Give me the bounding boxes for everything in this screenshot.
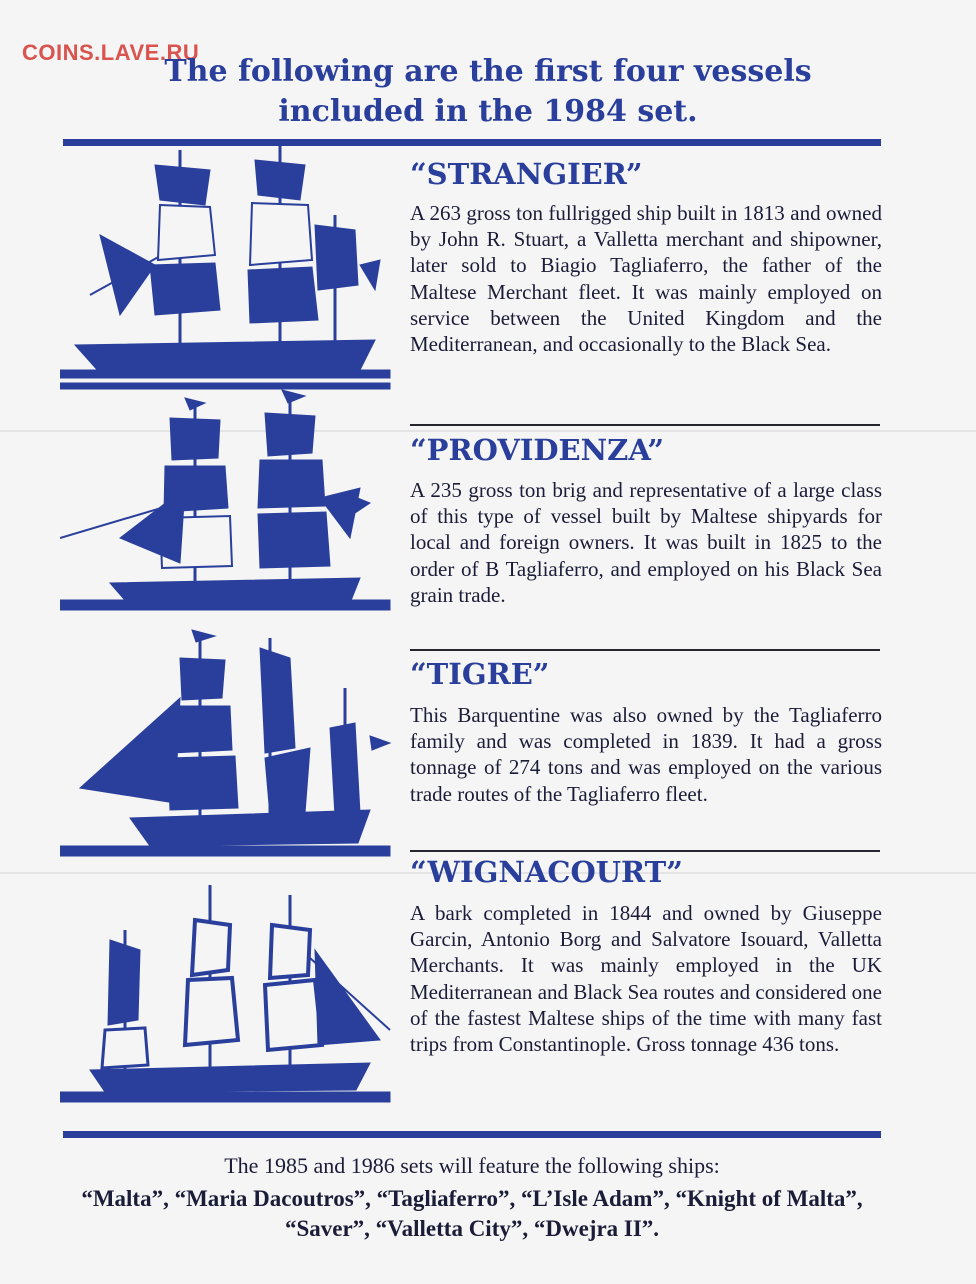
footer-intro: The 1985 and 1986 sets will feature the following ships: — [224, 1153, 720, 1178]
ship-illustration-strangier — [60, 145, 400, 395]
ship-title-wignacourt: “WIGNACOURT” — [410, 855, 683, 889]
divider — [410, 850, 880, 852]
heading-line-2: included in the 1984 set. — [278, 94, 698, 129]
ship-description-strangier: A 263 gross ton fullrigged ship built in 1813 and owned by John R. Stuart, a Valletta merchant and shipowner, later sold to Biagio Tagliaferro, the father of the Maltese Merchant fleet. It was mainly employed on service between the United Kingdom and the Mediterranean, and occasionally to the Black Sea. — [410, 201, 882, 357]
ship-description-tigre: This Barquentine was also owned by the Tagliaferro family and was completed in 1839. It had a gross tonnage of 274 tons and was employed on the various trade routes of the Tagliaferro fleet. — [410, 703, 882, 806]
watermark: COINS.LAVE.RU — [22, 40, 200, 65]
page-heading — [0, 52, 976, 132]
ship-title-tigre: “TIGRE” — [410, 657, 550, 691]
divider — [410, 424, 880, 426]
ship-illustration-wignacourt — [60, 880, 400, 1110]
bottom-rule — [63, 1131, 881, 1138]
divider — [410, 649, 880, 651]
footer-ship-list-cont: “Saver”, “Valletta City”, “Dwejra II”. — [284, 1216, 660, 1241]
ship-illustration-tigre — [60, 628, 400, 868]
ship-illustration-providenza — [60, 388, 400, 618]
ship-description-providenza: A 235 gross ton brig and representative of a large class of this type of vessel built by Maltese shipyards for local and foreign owners. It was built in 1825 to the order of B Tagliaferro, and employed on his Black Sea grain trade. — [410, 478, 882, 607]
ship-description-wignacourt: A bark completed in 1844 and owned by Giuseppe Garcin, Antonio Borg and Salvatore Isouard, Valletta Merchants. It was mainly employed in the UK Mediterranean and Black Sea routes and considered one of the fastest Maltese ships of the time with many fast trips from Constantinople. Gross tonnage 436 tons. — [410, 901, 882, 1057]
footer-ship-list: “Malta”, “Maria Dacoutros”, “Tagliaferro”, “L’Isle Adam”, “Knight of Malta”, — [81, 1186, 863, 1211]
heading-line-1: The following are the first four vessels — [164, 54, 812, 89]
ship-title-providenza: “PROVIDENZA” — [410, 433, 665, 467]
ship-title-strangier: “STRANGIER” — [410, 157, 643, 191]
